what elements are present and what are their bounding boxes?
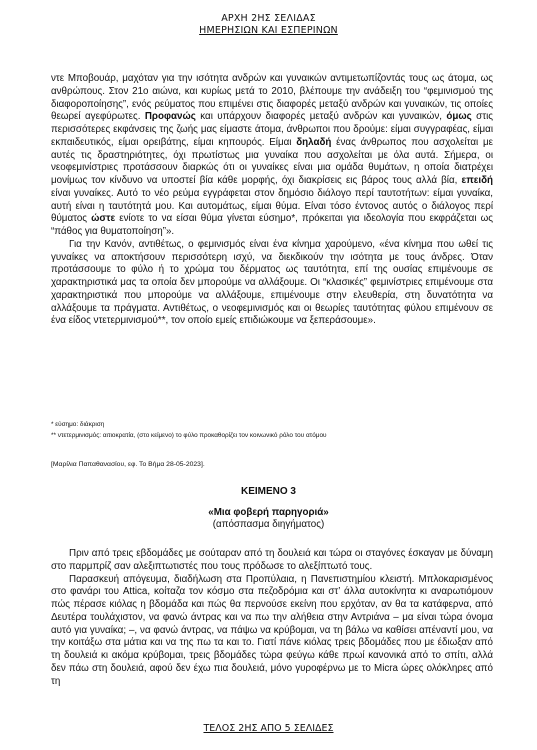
text-3-body bbox=[51, 548, 493, 688]
footnote-1: * εύσημο: διάκριση bbox=[51, 421, 105, 428]
text-2-paragraph-2: Για την Κανόν, αντιθέτως, ο φεμινισμός είναι ένα κίνημα χαρούμενο, «ένα κίνημα που ωθεί τις γυναίκες να αποκτήσουν περισσότερη ισχύ, να διεκδικούν την ισότητα με τους άνδρες. Όταν προτάσσουμε το φύλο ή το χρώμα του δέρματος ως ταυτότητα, επί της ουσίας επιμένουμε σε χαρακτηριστικά μας τα οποία δεν μπορούμε να αλλάξουμε. Οι “κλασικές” φεμινίστριες επιμένουμε στα χαρακτηριστικά που μπορούμε να αλλάξουμε, επιμένουμε στην ελευθερία, στη δυνατότητα να αλλάξουμε τα πράγματα. Αντιθέτως, ο νεοφεμινισμός και οι θεωρίες ταυτότητας φύλου επιμένουν σε ένα είδος ντετερμινισμού**, τον οποίο εμείς επιδιώκουμε να ξεπεράσουμε». bbox=[51, 238, 493, 327]
story-title: «Μια φοβερή παρηγοριά» bbox=[208, 507, 329, 518]
text-3-paragraph-2: Παρασκευή απόγευμα, διαδήλωση στα Προπύλαια, η Πανεπιστημίου κλειστή. Μπλοκαρισμένος στο φανάρι του Attica, κοίταζα τον κόσμο στα πεζοδρόμια και στ’ άλλα αυτοκίνητα κι αναρωτιόμουν πώς πέρασε κιόλας η βδομάδα και πώς θα περνούσε εκείνη που ερχόταν, αν θα τα κατάφερνα, από Δευτέρα τουλάχιστον, να φανώ άντρας και να πω την αλήθεια στην Αντριάνα – μα είναι τώρα όνομα αυτό για γυναίκα; –, να φανώ άντρας, να πάψω να κρύβομαι, να τη βάλω να καθίσει απέναντί μου, να την κοιτάξω στα μάτια και να της πω τα και το. Γιατί πάνε κιόλας τρεις βδομάδες που με έδιωξαν από τη δουλειά κι ακόμα κρύβομαι, τρεις βδομάδες τώρα φεύγω κάθε πρωί κανονικά από το σπίτι, αλλά δεν πάω στη δουλειά, αφού δεν έχω πια δουλειά, μόνο γυροφέρνω με το Micra ώρες ολόκληρες από τη bbox=[51, 573, 493, 687]
connector-word: Προφανώς bbox=[144, 111, 196, 123]
connector-word: ώστε bbox=[91, 213, 116, 225]
page-header-subtitle: ΗΜΕΡΗΣΙΩΝ ΚΑΙ ΕΣΠΕΡΙΝΩΝ bbox=[199, 25, 338, 36]
connector-word: επειδή bbox=[461, 175, 493, 186]
text-2-paragraph-1: ντε Μποβουάρ, μαχόταν για την ισότητα ανδρών και γυναικών αντιμετωπίζοντάς τους ως άτομα, ως ανθρώπους. Στον 21ο αιώνα, και κυρίως μετά το 2010, βλέπουμε την ανάδειξη του “φεμινισμού της διαφοροποίησης”, ενός ρεύματος που επιμένει στις διαφορές μεταξύ ανδρών και γυναικών, τις οποίες θεωρεί αγεφύρωτες. Προφανώς και υπάρχουν διαφορές μεταξύ ανδρών και γυναικών, όμως στις περισσότερες εκφάνσεις της ζωής μας είμαστε άτομα, άνθρωποι που δρούμε: είμαι συγγραφέας, είμαι εκπαιδευτικός, είμαι ορειβάτης, είμαι κηπουρός. Είμαι δηλαδή ένας άνθρωπος που ασχολείται με αυτές τις δραστηριότητες, όχι πρωτίστως μια γυναίκα που ασχολείται με όλα αυτά. Σήμερα, οι νεοφεμινίστριες προτάσσουν διαρκώς ότι οι γυναίκες είναι μια ομάδα θυμάτων, η οποία διατρέχει μονίμως τον κίνδυνο να υποστεί βία κάθε μορφής, όχι διακρίσεις εις βάρος τους αλλά βία, επειδή είναι γυναίκες. Αυτό το νέο ρεύμα εγγράφεται στον δημόσιο διάλογο περί ταυτοτήτων: είμαι γυναίκα, αυτή είναι η ταυτότητά μου. Και αυτομάτως, είμαι θύμα. Είναι τόσο έντονος αυτός ο διάλογος περί θύματος ώστε ενίοτε το να είσαι θύμα γίνεται εύσημο*, πρόκειται για ιδεολογία που εκφράζεται ως “πάθος για θυματοποίηση”». bbox=[51, 73, 493, 237]
text-3-paragraph-1: Πριν από τρεις εβδομάδες με σούταραν από τη δουλειά και τώρα οι σταγόνες έσκαγαν με δύναμη στο παρμπρίζ σαν αλεξιπτωτιστές που τους πρόδωσε το αλεξίπτωτό τους. bbox=[51, 548, 493, 572]
story-subtitle: (απόσπασμα διηγήματος) bbox=[212, 519, 325, 530]
page-header-start: ΑΡΧΗ 2ΗΣ ΣΕΛΙΔΑΣ bbox=[221, 13, 316, 24]
text-3-heading: ΚΕΙΜΕΝΟ 3 bbox=[240, 486, 296, 497]
text-2-body bbox=[51, 73, 493, 328]
footnotes bbox=[51, 419, 493, 441]
source-citation: [Μαρίλια Παπαθανασίου, εφ. Το Βήμα 28-05-2023]. bbox=[51, 461, 205, 468]
page-footer: ΤΕΛΟΣ 2ΗΣ ΑΠΟ 5 ΣΕΛΙΔΕΣ bbox=[203, 723, 334, 734]
connector-word: δηλαδή bbox=[296, 136, 332, 148]
footnote-2: ** ντετερμινισμός: αιτιοκρατία, (στο κείμενο) το φύλο προκαθορίζει τον κοινωνικό ρόλο του ατόμου bbox=[51, 432, 327, 439]
connector-word: όμως bbox=[446, 111, 472, 123]
